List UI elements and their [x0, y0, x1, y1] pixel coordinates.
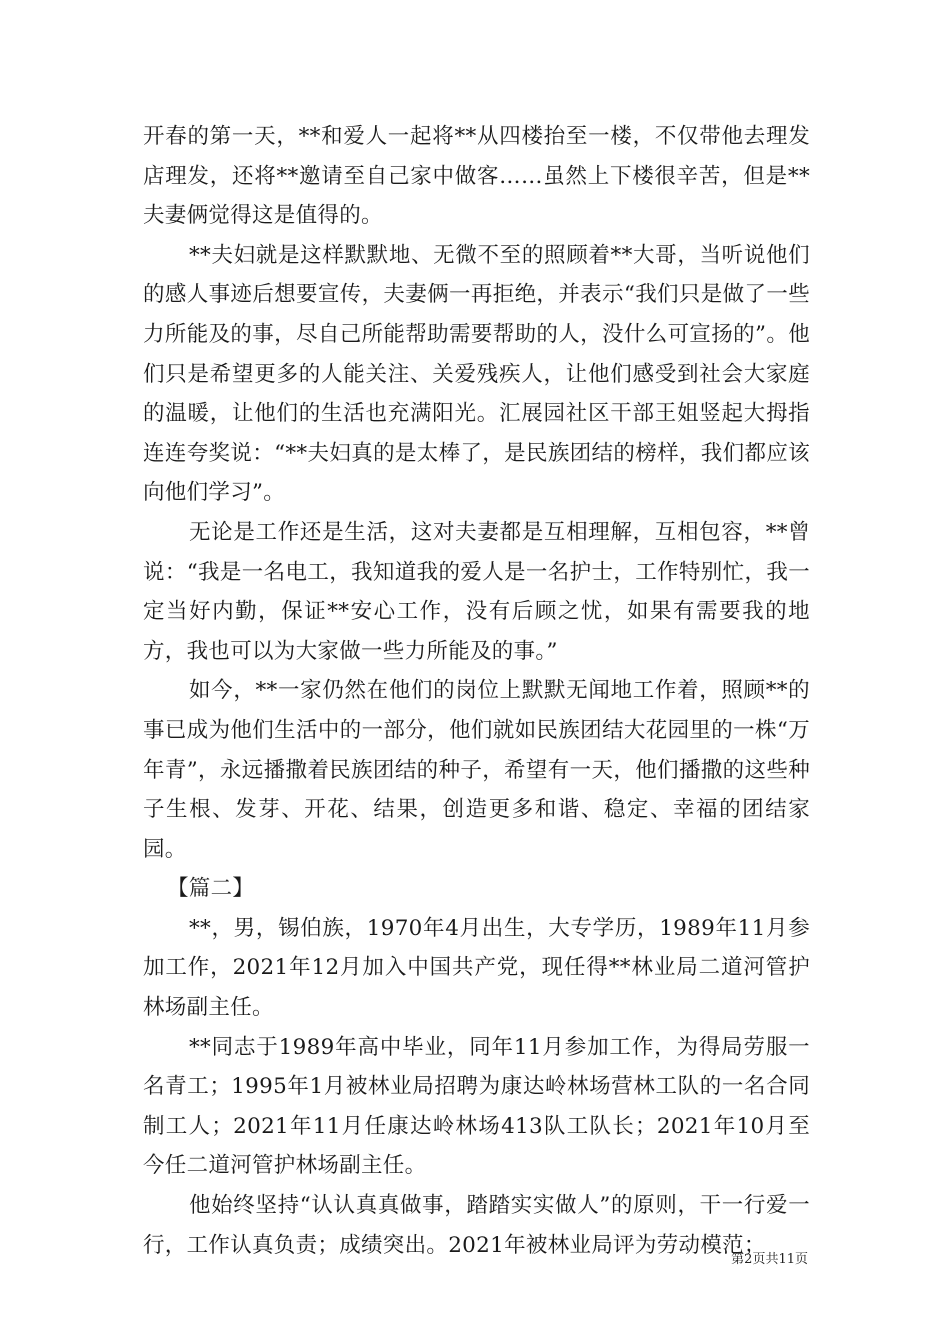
paragraph-7: 他始终坚持“认认真真做事，踏踏实实做人”的原则，干一行爱一行，工作认真负责；成绩突出。2021年被林业局评为劳动模范； [143, 1193, 810, 1258]
paragraph-1: 开春的第一天，**和爱人一起将**从四楼抬至一楼，不仅带他去理发店理发，还将**邀请至自己家中做客……虽然上下楼很辛苦，但是**夫妻俩觉得这是值得的。 [143, 124, 810, 229]
section-heading: 【篇二】 [167, 876, 255, 902]
paragraph-6: **同志于1989年高中毕业，同年11月参加工作，为得局劳服一名青工；1995年1月被林业局招聘为康达岭林场营林工队的一名合同制工人；2021年11月任康达岭林场413队工队长；2021年10月至今任二道河管护林场副主任。 [143, 1034, 810, 1179]
paragraph-4: 如今，**一家仍然在他们的岗位上默默无闻地工作着，照顾**的事已成为他们生活中的一部分，他们就如民族团结大花园里的一株“万年青”，永远播撒着民族团结的种子，希望有一天，他们播撒的这些种子生根、发芽、开花、结果，创造更多和谐、稳定、幸福的团结家园。 [143, 678, 810, 862]
page-number: 第2页共11页 [731, 1252, 808, 1267]
paragraph-3: 无论是工作还是生活，这对夫妻都是互相理解，互相包容，**曾说：“我是一名电工，我知道我的爱人是一名护士，工作特别忙，我一定当好内勤，保证**安心工作，没有后顾之忧，如果有需要我的地方，我也可以为大家做一些力所能及的事。” [143, 519, 810, 664]
document-body [143, 117, 810, 1265]
paragraph-2: **夫妇就是这样默默地、无微不至的照顾着**大哥，当听说他们的感人事迹后想要宣传，夫妻俩一再拒绝，并表示“我们只是做了一些力所能及的事，尽自己所能帮助需要帮助的人，没什么可宣扬的”。他们只是希望更多的人能关注、关爱残疾人，让他们感受到社会大家庭的温暖，让他们的生活也充满阳光。汇展园社区干部王姐竖起大拇指连连夸奖说：“**夫妇真的是太棒了，是民族团结的榜样，我们都应该向他们学习”。 [143, 242, 810, 506]
paragraph-5: **，男，锡伯族，1970年4月出生，大专学历，1989年11月参加工作，2021年12月加入中国共产党，现任得**林业局二道河管护林场副主任。 [143, 915, 810, 1021]
